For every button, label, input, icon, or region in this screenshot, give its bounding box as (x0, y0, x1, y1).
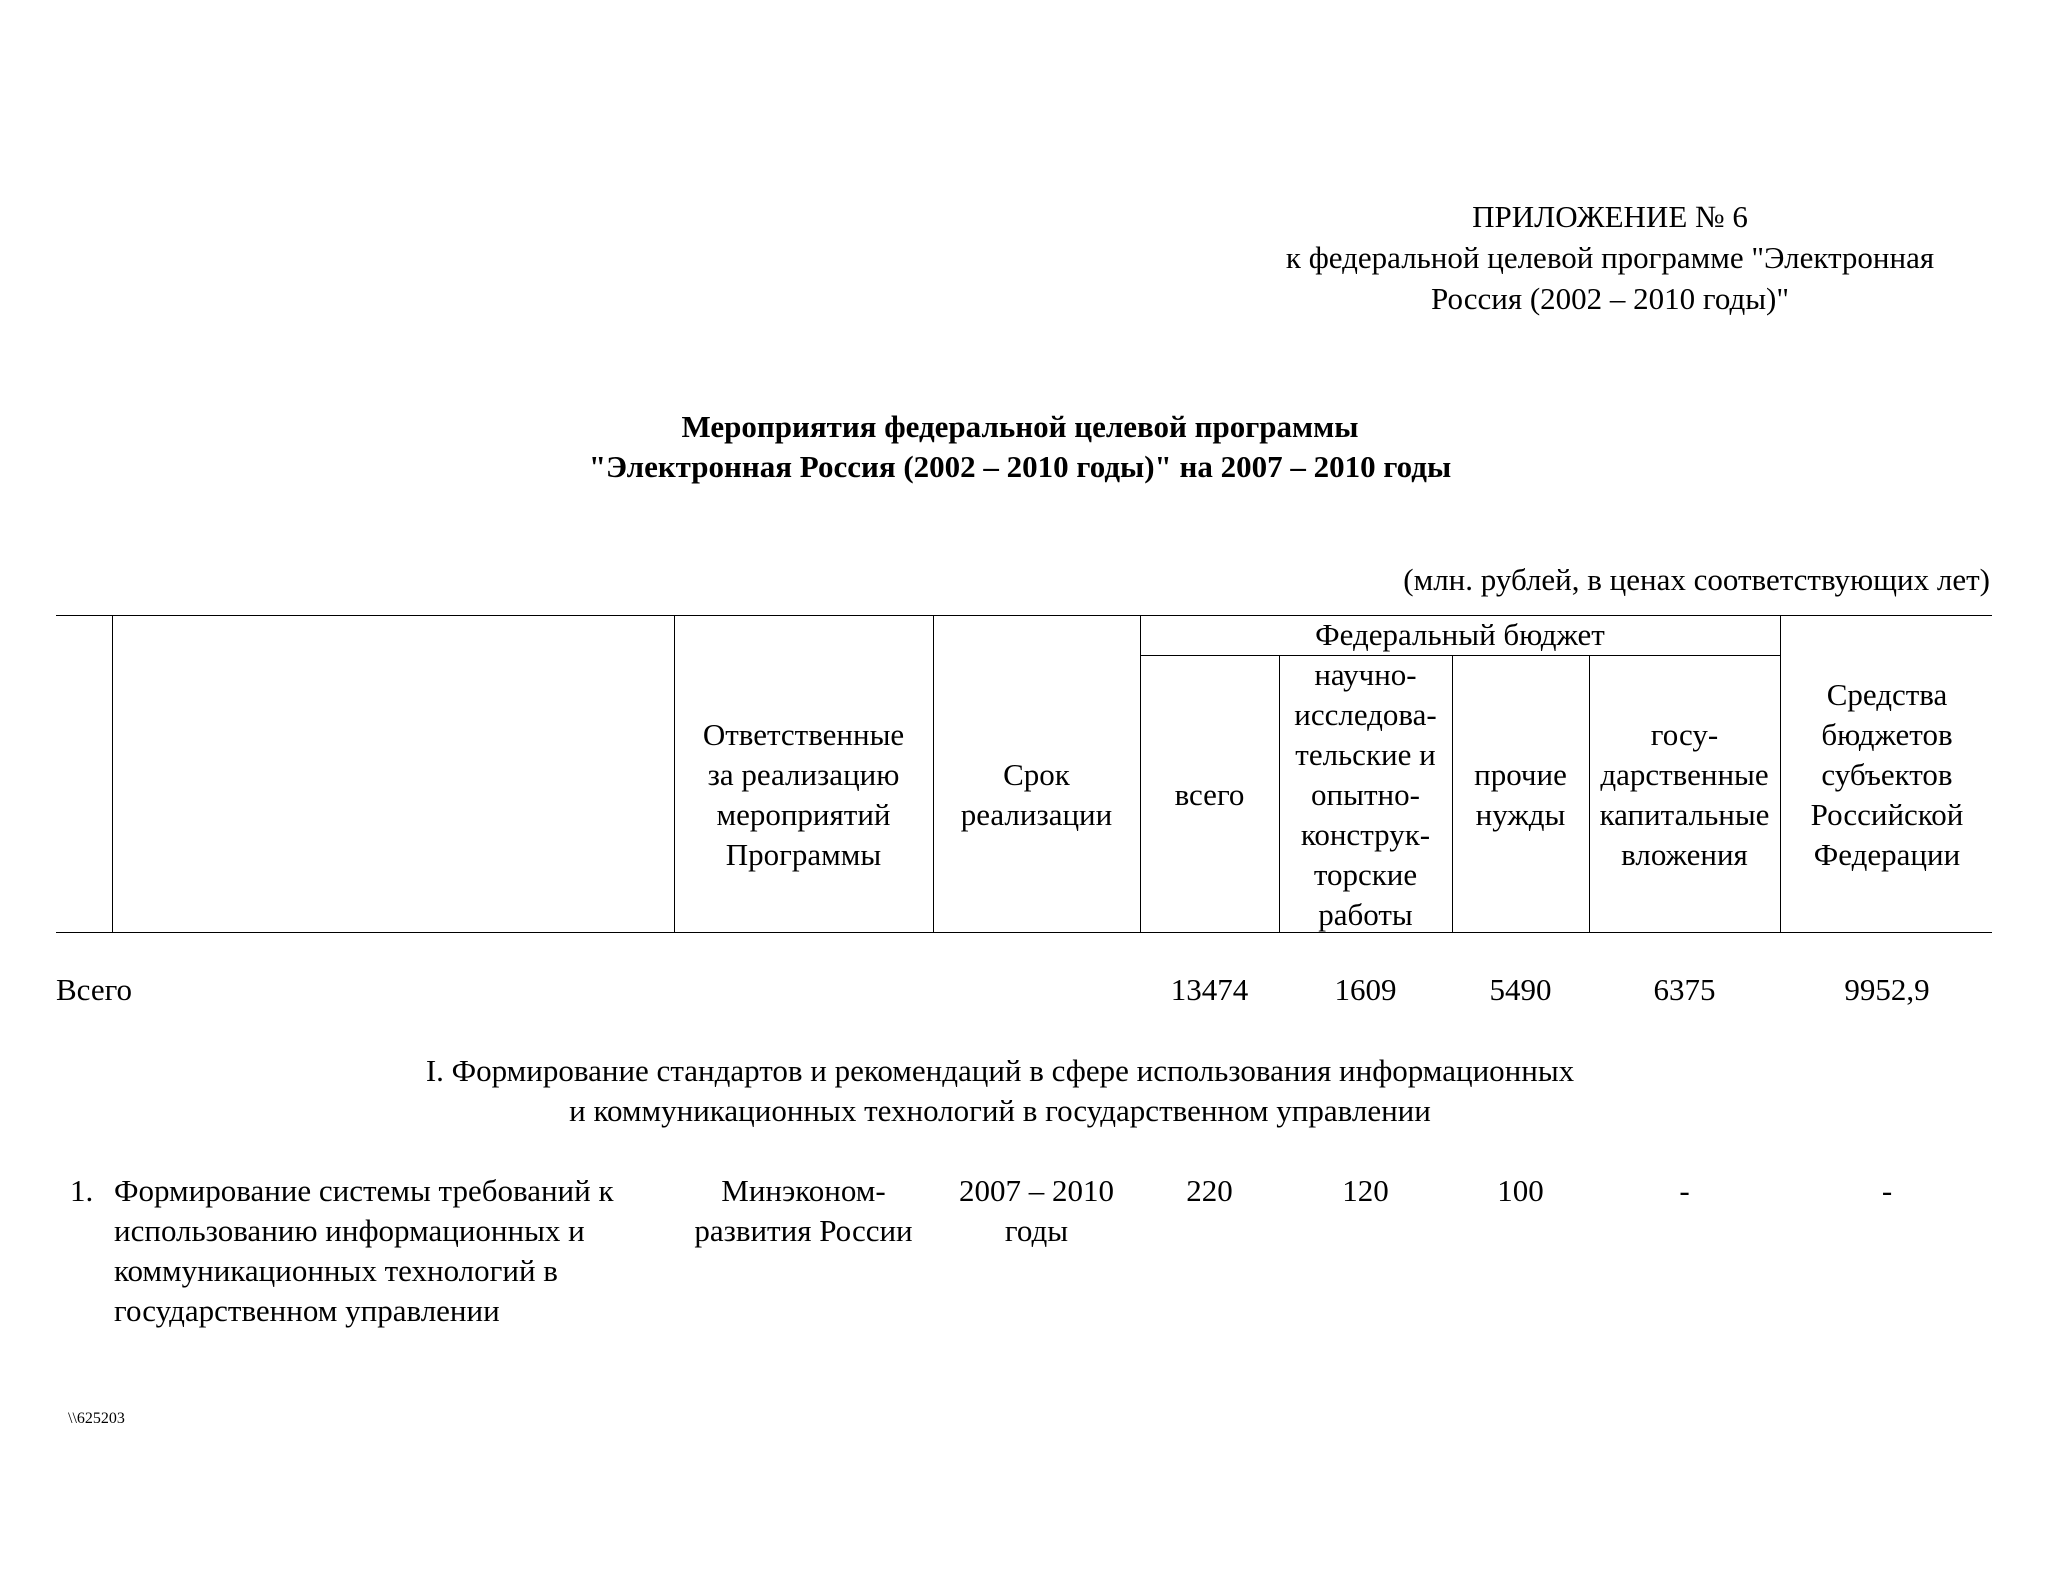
col-divider-7 (1589, 655, 1590, 932)
appendix-program-line: к федеральной целевой программе "Электронная (1285, 240, 1935, 275)
row-other: 100 (1497, 1173, 1544, 1208)
section-line-1: I. Формирование стандартов и рекомендаций в сфере использования информационных (425, 1053, 1575, 1088)
col-divider-4 (1140, 615, 1141, 932)
row-total: 220 (1186, 1173, 1233, 1208)
totals-capital: 6375 (1653, 972, 1716, 1007)
header-term: Срок реализации (960, 756, 1113, 832)
totals-regional: 9952,9 (1844, 972, 1930, 1007)
row-activity-name: Формирование системы требований к использованию информационных и коммуникационных технологий в государственном управлении (114, 1173, 614, 1328)
row-term: 2007 – 2010 годы (959, 1173, 1114, 1248)
units-note: (млн. рублей, в ценах соответствующих лет) (1403, 562, 1990, 597)
header-capital: госу- дарственные капитальные вложения (1599, 716, 1770, 872)
totals-total: 13474 (1170, 972, 1249, 1007)
col-divider-5 (1279, 655, 1280, 932)
header-responsible: Ответственные за реализацию мероприятий Программы (702, 716, 905, 872)
col-divider-1 (112, 615, 113, 932)
header-rnd: научно- исследова- тельские и опытно- конструк- торские работы (1294, 656, 1437, 932)
totals-rnd: 1609 (1334, 972, 1397, 1007)
section-heading (340, 1051, 1660, 1131)
header-federal-budget: Федеральный бюджет (1315, 617, 1605, 652)
col-divider-6 (1452, 655, 1453, 932)
row-rnd: 120 (1342, 1173, 1389, 1208)
row-capital: - (1679, 1173, 1690, 1208)
row-number: 1. (70, 1173, 94, 1208)
footer-stamp: \\625203 (68, 1410, 125, 1427)
federal-budget-divider (1140, 655, 1780, 656)
header-total: всего (1174, 776, 1245, 812)
appendix-program-years: Россия (2002 – 2010 годы)" (1430, 281, 1790, 316)
col-divider-3 (933, 615, 934, 932)
header-regional-budgets: Средства бюджетов субъектов Российской Федерации (1810, 676, 1964, 872)
totals-label: Всего (56, 972, 133, 1007)
appendix-header (1195, 196, 2025, 319)
row-regional: - (1881, 1173, 1893, 1208)
col-divider-2 (674, 615, 675, 932)
title-line-1: Мероприятия федеральной целевой программы (681, 409, 1359, 444)
totals-other: 5490 (1489, 972, 1552, 1007)
document-title (400, 407, 1640, 487)
header-bottom-border (56, 932, 1992, 933)
col-divider-8 (1780, 615, 1781, 932)
appendix-number: ПРИЛОЖЕНИЕ № 6 (1472, 199, 1748, 234)
row-responsible: Минэконом- развития России (694, 1173, 913, 1248)
section-line-2: и коммуникационных технологий в государственном управлении (569, 1093, 1431, 1128)
title-line-2: "Электронная Россия (2002 – 2010 годы)" на 2007 – 2010 годы (588, 449, 1452, 484)
header-other-needs: прочие нужды (1474, 756, 1567, 832)
